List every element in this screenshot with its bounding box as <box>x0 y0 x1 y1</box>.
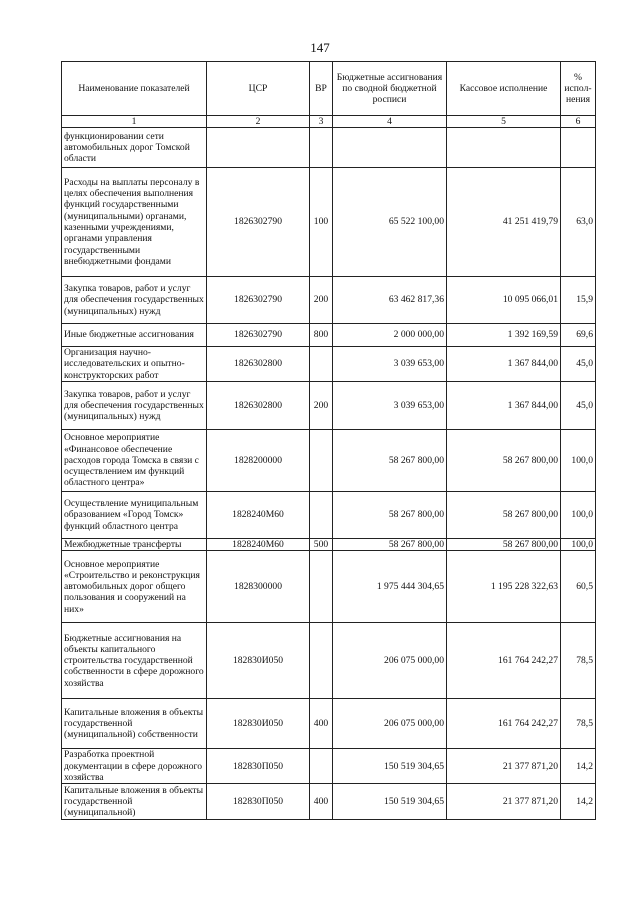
row-vr <box>310 551 333 623</box>
header-budget: Бюджетные ассигнования по сводной бюджетной росписи <box>333 62 447 116</box>
row-percent: 100,0 <box>561 430 596 492</box>
table-row <box>62 128 596 168</box>
table-row <box>62 168 596 277</box>
row-name: функционировании сети автомобильных дорог Томской области <box>62 128 207 168</box>
row-budget: 150 519 304,65 <box>333 749 447 784</box>
row-name: Осуществление муниципальным образованием «Город Томск» функций областного центра <box>62 492 207 539</box>
table-row <box>62 347 596 382</box>
column-number: 4 <box>333 116 447 128</box>
row-budget: 1 975 444 304,65 <box>333 551 447 623</box>
column-number: 5 <box>447 116 561 128</box>
row-csr: 182830П050 <box>207 784 310 820</box>
table-row <box>62 324 596 347</box>
column-number: 6 <box>561 116 596 128</box>
row-cash: 1 195 228 322,63 <box>447 551 561 623</box>
column-number: 2 <box>207 116 310 128</box>
row-budget: 3 039 653,00 <box>333 382 447 430</box>
header-percent: % испол-нения <box>561 62 596 116</box>
column-number: 1 <box>62 116 207 128</box>
row-percent: 63,0 <box>561 168 596 277</box>
row-vr <box>310 128 333 168</box>
row-vr: 800 <box>310 324 333 347</box>
row-name: Закупка товаров, работ и услуг для обеспечения государственных (муниципальных) нужд <box>62 277 207 324</box>
row-budget: 58 267 800,00 <box>333 430 447 492</box>
row-csr: 1828300000 <box>207 551 310 623</box>
row-vr <box>310 430 333 492</box>
row-name: Закупка товаров, работ и услуг для обеспечения государственных (муниципальных) нужд <box>62 382 207 430</box>
row-csr: 1826302790 <box>207 168 310 277</box>
row-percent: 78,5 <box>561 699 596 749</box>
row-cash <box>447 128 561 168</box>
table-row <box>62 749 596 784</box>
row-budget: 2 000 000,00 <box>333 324 447 347</box>
row-budget: 58 267 800,00 <box>333 492 447 539</box>
row-budget: 58 267 800,00 <box>333 539 447 551</box>
row-percent: 15,9 <box>561 277 596 324</box>
row-budget: 3 039 653,00 <box>333 347 447 382</box>
row-cash: 161 764 242,27 <box>447 623 561 699</box>
row-cash: 58 267 800,00 <box>447 492 561 539</box>
row-budget: 65 522 100,00 <box>333 168 447 277</box>
table-row <box>62 699 596 749</box>
row-percent: 69,6 <box>561 324 596 347</box>
row-cash: 58 267 800,00 <box>447 539 561 551</box>
row-cash: 1 367 844,00 <box>447 347 561 382</box>
row-name: Капитальные вложения в объекты государственной (муниципальной) собственности <box>62 699 207 749</box>
row-vr: 200 <box>310 382 333 430</box>
row-vr: 500 <box>310 539 333 551</box>
row-name: Межбюджетные трансферты <box>62 539 207 551</box>
row-percent: 14,2 <box>561 749 596 784</box>
row-csr: 182830И050 <box>207 699 310 749</box>
row-csr: 1828240М60 <box>207 492 310 539</box>
row-vr: 400 <box>310 699 333 749</box>
row-vr: 100 <box>310 168 333 277</box>
row-budget: 150 519 304,65 <box>333 784 447 820</box>
header-name: Наименование показателей <box>62 62 207 116</box>
row-cash: 161 764 242,27 <box>447 699 561 749</box>
row-vr <box>310 492 333 539</box>
row-percent: 45,0 <box>561 347 596 382</box>
header-vr: ВР <box>310 62 333 116</box>
row-csr: 182830И050 <box>207 623 310 699</box>
row-csr <box>207 128 310 168</box>
row-budget <box>333 128 447 168</box>
header-csr: ЦСР <box>207 62 310 116</box>
row-name: Капитальные вложения в объекты государственной (муниципальной) <box>62 784 207 820</box>
row-vr: 200 <box>310 277 333 324</box>
row-name: Иные бюджетные ассигнования <box>62 324 207 347</box>
row-cash: 21 377 871,20 <box>447 784 561 820</box>
row-percent: 78,5 <box>561 623 596 699</box>
row-name: Основное мероприятие «Строительство и реконструкция автомобильных дорог общего пользования и сооружений на них» <box>62 551 207 623</box>
row-csr: 1828240М60 <box>207 539 310 551</box>
table-row <box>62 551 596 623</box>
row-csr: 1826302790 <box>207 277 310 324</box>
row-percent: 100,0 <box>561 492 596 539</box>
row-cash: 58 267 800,00 <box>447 430 561 492</box>
budget-execution-table <box>61 61 596 820</box>
table-row <box>62 492 596 539</box>
table-header-row <box>62 62 596 116</box>
column-number: 3 <box>310 116 333 128</box>
table-row <box>62 784 596 820</box>
table-row <box>62 277 596 324</box>
row-vr <box>310 749 333 784</box>
page-number: 147 <box>310 40 330 55</box>
row-budget: 206 075 000,00 <box>333 699 447 749</box>
row-csr: 1826302800 <box>207 347 310 382</box>
row-percent: 100,0 <box>561 539 596 551</box>
row-csr: 1828200000 <box>207 430 310 492</box>
row-percent: 45,0 <box>561 382 596 430</box>
row-name: Организация научно-исследовательских и опытно-конструкторских работ <box>62 347 207 382</box>
row-cash: 41 251 419,79 <box>447 168 561 277</box>
row-name: Бюджетные ассигнования на объекты капитального строительства государственной собственности в сфере дорожного хозяйства <box>62 623 207 699</box>
row-percent: 14,2 <box>561 784 596 820</box>
row-csr: 1826302790 <box>207 324 310 347</box>
row-name: Основное мероприятие «Финансовое обеспечение расходов города Томска в связи с осуществлением им функций областного центра» <box>62 430 207 492</box>
row-cash: 1 367 844,00 <box>447 382 561 430</box>
header-cash: Кассовое исполнение <box>447 62 561 116</box>
row-percent <box>561 128 596 168</box>
row-vr <box>310 347 333 382</box>
table-row <box>62 382 596 430</box>
row-name: Расходы на выплаты персоналу в целях обеспечения выполнения функций государственными (муниципальными) органами, казенными учреждениями, органами управления государственными внебюджетными фондами <box>62 168 207 277</box>
row-cash: 21 377 871,20 <box>447 749 561 784</box>
row-name: Разработка проектной документации в сфере дорожного хозяйства <box>62 749 207 784</box>
row-budget: 63 462 817,36 <box>333 277 447 324</box>
row-csr: 182830П050 <box>207 749 310 784</box>
row-percent: 60,5 <box>561 551 596 623</box>
row-vr <box>310 623 333 699</box>
column-number-row <box>62 116 596 128</box>
table-row <box>62 430 596 492</box>
row-vr: 400 <box>310 784 333 820</box>
row-cash: 1 392 169,59 <box>447 324 561 347</box>
row-csr: 1826302800 <box>207 382 310 430</box>
row-cash: 10 095 066,01 <box>447 277 561 324</box>
table-row <box>62 539 596 551</box>
table-row <box>62 623 596 699</box>
row-budget: 206 075 000,00 <box>333 623 447 699</box>
